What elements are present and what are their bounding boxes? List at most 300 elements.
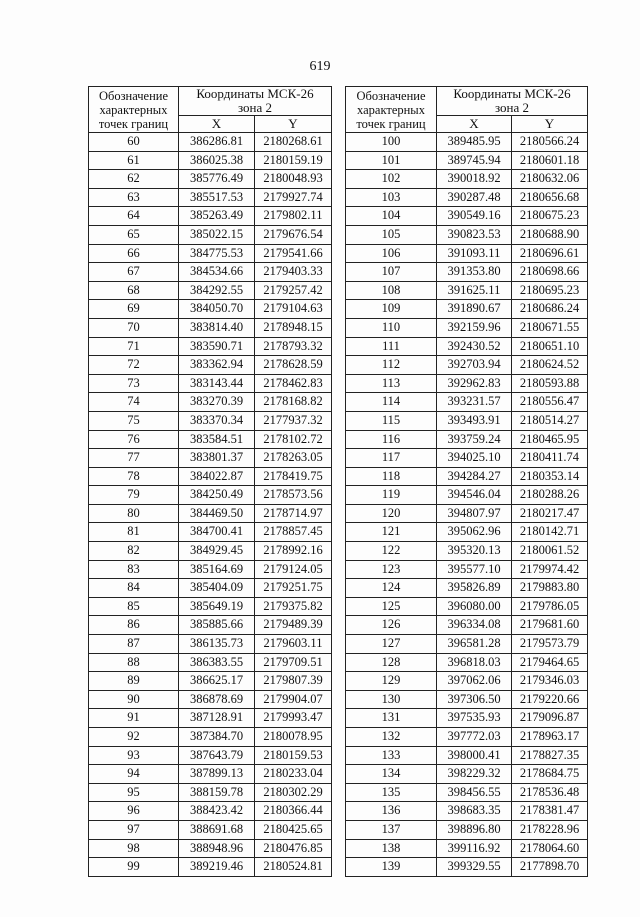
table-row xyxy=(346,430,588,449)
table-row xyxy=(346,542,588,561)
x-coordinate-cell: 394025.10 xyxy=(437,449,512,468)
table-row xyxy=(346,393,588,412)
point-number-cell: 80 xyxy=(89,504,179,523)
point-number-cell: 68 xyxy=(89,281,179,300)
point-number-cell: 122 xyxy=(346,542,437,561)
x-coordinate-cell: 383814.40 xyxy=(179,318,255,337)
x-coordinate-cell: 383584.51 xyxy=(179,430,255,449)
point-number-cell: 112 xyxy=(346,356,437,375)
point-number-cell: 105 xyxy=(346,225,437,244)
point-number-cell: 125 xyxy=(346,597,437,616)
header-label-line: точек границ xyxy=(356,116,426,131)
y-coordinate-cell: 2180698.66 xyxy=(512,263,588,282)
y-coordinate-cell: 2178857.45 xyxy=(255,523,332,542)
x-coordinate-cell: 385885.66 xyxy=(179,616,255,635)
table-row xyxy=(346,579,588,598)
x-coordinate-cell: 386135.73 xyxy=(179,635,255,654)
table-row xyxy=(346,802,588,821)
x-coordinate-cell: 385517.53 xyxy=(179,188,255,207)
table-row xyxy=(89,151,332,170)
coordinates-table-left xyxy=(88,86,332,877)
y-coordinate-cell: 2179807.39 xyxy=(255,672,332,691)
table-row xyxy=(89,839,332,858)
y-coordinate-cell: 2180686.24 xyxy=(512,300,588,319)
x-coordinate-cell: 396080.00 xyxy=(437,597,512,616)
table-row xyxy=(89,225,332,244)
x-coordinate-cell: 395320.13 xyxy=(437,542,512,561)
table-row xyxy=(89,765,332,784)
point-number-cell: 101 xyxy=(346,151,437,170)
point-number-cell: 114 xyxy=(346,393,437,412)
table-row xyxy=(89,728,332,747)
point-number-cell: 81 xyxy=(89,523,179,542)
y-coordinate-cell: 2180695.23 xyxy=(512,281,588,300)
x-coordinate-cell: 386878.69 xyxy=(179,690,255,709)
y-coordinate-cell: 2179709.51 xyxy=(255,653,332,672)
y-coordinate-cell: 2180593.88 xyxy=(512,374,588,393)
y-coordinate-cell: 2179257.42 xyxy=(255,281,332,300)
y-coordinate-cell: 2180465.95 xyxy=(512,430,588,449)
point-number-cell: 110 xyxy=(346,318,437,337)
point-number-cell: 96 xyxy=(89,802,179,821)
x-coordinate-cell: 398229.32 xyxy=(437,765,512,784)
x-coordinate-cell: 388423.42 xyxy=(179,802,255,821)
y-coordinate-cell: 2179403.33 xyxy=(255,263,332,282)
y-coordinate-cell: 2179904.07 xyxy=(255,690,332,709)
table-row xyxy=(346,597,588,616)
y-coordinate-cell: 2177898.70 xyxy=(512,858,588,877)
x-coordinate-cell: 397306.50 xyxy=(437,690,512,709)
point-number-cell: 75 xyxy=(89,411,179,430)
y-coordinate-cell: 2180675.23 xyxy=(512,207,588,226)
point-number-cell: 128 xyxy=(346,653,437,672)
point-number-cell: 77 xyxy=(89,449,179,468)
header-label-line: характерных xyxy=(357,102,425,117)
point-number-cell: 137 xyxy=(346,820,437,839)
header-coords-line: Координаты МСК-26 xyxy=(196,86,314,101)
x-coordinate-cell: 399116.92 xyxy=(437,839,512,858)
x-coordinate-cell: 383362.94 xyxy=(179,356,255,375)
table-row xyxy=(89,318,332,337)
x-coordinate-cell: 389485.95 xyxy=(437,133,512,152)
point-number-cell: 121 xyxy=(346,523,437,542)
x-coordinate-cell: 397062.06 xyxy=(437,672,512,691)
point-number-cell: 113 xyxy=(346,374,437,393)
table-row xyxy=(89,337,332,356)
y-coordinate-cell: 2178228.96 xyxy=(512,820,588,839)
table-row xyxy=(89,356,332,375)
y-coordinate-cell: 2180159.19 xyxy=(255,151,332,170)
x-coordinate-cell: 385649.19 xyxy=(179,597,255,616)
page-number: 619 xyxy=(309,59,331,74)
x-coordinate-cell: 385164.69 xyxy=(179,560,255,579)
table-row xyxy=(89,579,332,598)
point-number-cell: 123 xyxy=(346,560,437,579)
y-coordinate-cell: 2178102.72 xyxy=(255,430,332,449)
table-row xyxy=(89,449,332,468)
point-number-cell: 106 xyxy=(346,244,437,263)
point-number-cell: 99 xyxy=(89,858,179,877)
x-column-header: X xyxy=(437,116,512,133)
point-number-cell: 95 xyxy=(89,783,179,802)
x-coordinate-cell: 397772.03 xyxy=(437,728,512,747)
x-coordinate-cell: 396581.28 xyxy=(437,635,512,654)
x-coordinate-cell: 398896.80 xyxy=(437,820,512,839)
point-number-cell: 92 xyxy=(89,728,179,747)
point-number-cell: 117 xyxy=(346,449,437,468)
x-coordinate-cell: 384292.55 xyxy=(179,281,255,300)
y-coordinate-cell: 2179676.54 xyxy=(255,225,332,244)
y-coordinate-cell: 2180353.14 xyxy=(512,467,588,486)
table-row xyxy=(89,597,332,616)
x-coordinate-cell: 386625.17 xyxy=(179,672,255,691)
table-row xyxy=(346,300,588,319)
table-row xyxy=(346,225,588,244)
table-body-right xyxy=(346,133,588,877)
table-row xyxy=(346,783,588,802)
y-column-header: Y xyxy=(512,116,588,133)
x-coordinate-cell: 396334.08 xyxy=(437,616,512,635)
y-coordinate-cell: 2179489.39 xyxy=(255,616,332,635)
table-row xyxy=(89,188,332,207)
x-coordinate-cell: 387384.70 xyxy=(179,728,255,747)
y-coordinate-cell: 2178992.16 xyxy=(255,542,332,561)
y-coordinate-cell: 2180556.47 xyxy=(512,393,588,412)
x-coordinate-cell: 389745.94 xyxy=(437,151,512,170)
point-number-cell: 65 xyxy=(89,225,179,244)
x-coordinate-cell: 393493.91 xyxy=(437,411,512,430)
x-coordinate-cell: 386286.81 xyxy=(179,133,255,152)
table-row xyxy=(346,560,588,579)
table-row xyxy=(89,672,332,691)
y-coordinate-cell: 2178684.75 xyxy=(512,765,588,784)
y-coordinate-cell: 2178462.83 xyxy=(255,374,332,393)
point-number-cell: 134 xyxy=(346,765,437,784)
y-coordinate-cell: 2179124.05 xyxy=(255,560,332,579)
x-coordinate-cell: 392703.94 xyxy=(437,356,512,375)
y-coordinate-cell: 2180366.44 xyxy=(255,802,332,821)
point-number-cell: 63 xyxy=(89,188,179,207)
y-coordinate-cell: 2178536.48 xyxy=(512,783,588,802)
x-coordinate-cell: 395062.96 xyxy=(437,523,512,542)
table-row xyxy=(346,449,588,468)
point-number-cell: 78 xyxy=(89,467,179,486)
point-number-cell: 69 xyxy=(89,300,179,319)
y-coordinate-cell: 2178573.56 xyxy=(255,486,332,505)
x-coordinate-cell: 389219.46 xyxy=(179,858,255,877)
x-coordinate-cell: 391353.80 xyxy=(437,263,512,282)
point-number-cell: 70 xyxy=(89,318,179,337)
y-coordinate-cell: 2179541.66 xyxy=(255,244,332,263)
x-coordinate-cell: 383143.44 xyxy=(179,374,255,393)
table-row xyxy=(346,690,588,709)
table-row xyxy=(346,486,588,505)
point-label-header xyxy=(89,87,179,133)
x-coordinate-cell: 386383.55 xyxy=(179,653,255,672)
y-coordinate-cell: 2179786.05 xyxy=(512,597,588,616)
x-coordinate-cell: 387128.91 xyxy=(179,709,255,728)
y-coordinate-cell: 2178963.17 xyxy=(512,728,588,747)
table-row xyxy=(346,635,588,654)
point-number-cell: 74 xyxy=(89,393,179,412)
y-coordinate-cell: 2180048.93 xyxy=(255,170,332,189)
point-number-cell: 67 xyxy=(89,263,179,282)
table-row xyxy=(89,244,332,263)
x-coordinate-cell: 398456.55 xyxy=(437,783,512,802)
x-coordinate-cell: 384022.87 xyxy=(179,467,255,486)
table-row xyxy=(346,356,588,375)
x-coordinate-cell: 390018.92 xyxy=(437,170,512,189)
x-coordinate-cell: 388691.68 xyxy=(179,820,255,839)
y-coordinate-cell: 2180601.18 xyxy=(512,151,588,170)
x-coordinate-cell: 387899.13 xyxy=(179,765,255,784)
table-row xyxy=(89,504,332,523)
x-coordinate-cell: 384250.49 xyxy=(179,486,255,505)
point-number-cell: 83 xyxy=(89,560,179,579)
table-row xyxy=(89,635,332,654)
point-number-cell: 91 xyxy=(89,709,179,728)
table-row xyxy=(89,709,332,728)
table-row xyxy=(89,430,332,449)
table-row xyxy=(89,300,332,319)
y-coordinate-cell: 2179883.80 xyxy=(512,579,588,598)
x-coordinate-cell: 384534.66 xyxy=(179,263,255,282)
table-row xyxy=(346,820,588,839)
table-row xyxy=(89,690,332,709)
y-coordinate-cell: 2179104.63 xyxy=(255,300,332,319)
table-row xyxy=(346,467,588,486)
table-row xyxy=(346,337,588,356)
table-row xyxy=(346,133,588,152)
table-row xyxy=(346,188,588,207)
x-coordinate-cell: 394807.97 xyxy=(437,504,512,523)
y-coordinate-cell: 2180624.52 xyxy=(512,356,588,375)
point-number-cell: 116 xyxy=(346,430,437,449)
y-coordinate-cell: 2180671.55 xyxy=(512,318,588,337)
table-row xyxy=(89,281,332,300)
x-coordinate-cell: 384929.45 xyxy=(179,542,255,561)
x-coordinate-cell: 396818.03 xyxy=(437,653,512,672)
point-number-cell: 102 xyxy=(346,170,437,189)
y-coordinate-cell: 2179603.11 xyxy=(255,635,332,654)
table-row xyxy=(89,858,332,877)
table-row xyxy=(89,802,332,821)
coordinates-header xyxy=(437,87,588,116)
point-number-cell: 108 xyxy=(346,281,437,300)
y-coordinate-cell: 2180425.65 xyxy=(255,820,332,839)
table-row xyxy=(346,839,588,858)
point-number-cell: 62 xyxy=(89,170,179,189)
y-coordinate-cell: 2178628.59 xyxy=(255,356,332,375)
point-number-cell: 136 xyxy=(346,802,437,821)
point-number-cell: 76 xyxy=(89,430,179,449)
y-coordinate-cell: 2180688.90 xyxy=(512,225,588,244)
table-row xyxy=(346,523,588,542)
y-coordinate-cell: 2179220.66 xyxy=(512,690,588,709)
table-row xyxy=(346,765,588,784)
y-coordinate-cell: 2180476.85 xyxy=(255,839,332,858)
x-coordinate-cell: 384050.70 xyxy=(179,300,255,319)
header-label-line: точек границ xyxy=(98,116,169,131)
y-coordinate-cell: 2179927.74 xyxy=(255,188,332,207)
point-number-cell: 94 xyxy=(89,765,179,784)
point-number-cell: 103 xyxy=(346,188,437,207)
x-coordinate-cell: 383801.37 xyxy=(179,449,255,468)
y-coordinate-cell: 2177937.32 xyxy=(255,411,332,430)
y-coordinate-cell: 2179993.47 xyxy=(255,709,332,728)
y-coordinate-cell: 2180159.53 xyxy=(255,746,332,765)
y-coordinate-cell: 2180656.68 xyxy=(512,188,588,207)
point-number-cell: 73 xyxy=(89,374,179,393)
table-row xyxy=(89,783,332,802)
x-coordinate-cell: 395826.89 xyxy=(437,579,512,598)
y-coordinate-cell: 2180302.29 xyxy=(255,783,332,802)
x-coordinate-cell: 395577.10 xyxy=(437,560,512,579)
x-coordinate-cell: 384775.53 xyxy=(179,244,255,263)
y-coordinate-cell: 2178263.05 xyxy=(255,449,332,468)
x-coordinate-cell: 390549.16 xyxy=(437,207,512,226)
point-number-cell: 61 xyxy=(89,151,179,170)
table-row xyxy=(346,709,588,728)
y-coordinate-cell: 2180566.24 xyxy=(512,133,588,152)
point-number-cell: 97 xyxy=(89,820,179,839)
x-coordinate-cell: 388948.96 xyxy=(179,839,255,858)
x-coordinate-cell: 398000.41 xyxy=(437,746,512,765)
point-number-cell: 133 xyxy=(346,746,437,765)
table-row xyxy=(89,820,332,839)
point-number-cell: 88 xyxy=(89,653,179,672)
table-row xyxy=(89,616,332,635)
table-row xyxy=(346,170,588,189)
y-coordinate-cell: 2180514.27 xyxy=(512,411,588,430)
coordinates-header xyxy=(179,87,332,116)
point-number-cell: 131 xyxy=(346,709,437,728)
x-coordinate-cell: 383590.71 xyxy=(179,337,255,356)
y-coordinate-cell: 2178948.15 xyxy=(255,318,332,337)
x-coordinate-cell: 386025.38 xyxy=(179,151,255,170)
y-coordinate-cell: 2178381.47 xyxy=(512,802,588,821)
table-row xyxy=(346,616,588,635)
y-coordinate-cell: 2180651.10 xyxy=(512,337,588,356)
point-number-cell: 115 xyxy=(346,411,437,430)
table-row xyxy=(89,653,332,672)
x-coordinate-cell: 388159.78 xyxy=(179,783,255,802)
point-number-cell: 130 xyxy=(346,690,437,709)
point-number-cell: 98 xyxy=(89,839,179,858)
y-coordinate-cell: 2180268.61 xyxy=(255,133,332,152)
table-row xyxy=(346,151,588,170)
point-number-cell: 109 xyxy=(346,300,437,319)
point-number-cell: 132 xyxy=(346,728,437,747)
point-number-cell: 119 xyxy=(346,486,437,505)
y-coordinate-cell: 2178793.32 xyxy=(255,337,332,356)
table-row xyxy=(346,728,588,747)
point-number-cell: 127 xyxy=(346,635,437,654)
header-coords-line: зона 2 xyxy=(237,100,273,115)
x-coordinate-cell: 394284.27 xyxy=(437,467,512,486)
table-row xyxy=(89,523,332,542)
x-coordinate-cell: 397535.93 xyxy=(437,709,512,728)
point-number-cell: 64 xyxy=(89,207,179,226)
table-row xyxy=(89,411,332,430)
table-row xyxy=(346,281,588,300)
point-number-cell: 138 xyxy=(346,839,437,858)
point-number-cell: 135 xyxy=(346,783,437,802)
table-row xyxy=(89,263,332,282)
table-row xyxy=(89,746,332,765)
table-row xyxy=(346,672,588,691)
header-coords-line: зона 2 xyxy=(494,100,530,115)
y-coordinate-cell: 2180217.47 xyxy=(512,504,588,523)
table-row xyxy=(89,207,332,226)
point-number-cell: 118 xyxy=(346,467,437,486)
y-coordinate-cell: 2180411.74 xyxy=(512,449,588,468)
y-column-header: Y xyxy=(255,116,332,133)
x-coordinate-cell: 385022.15 xyxy=(179,225,255,244)
y-coordinate-cell: 2179974.42 xyxy=(512,560,588,579)
x-coordinate-cell: 383270.39 xyxy=(179,393,255,412)
x-coordinate-cell: 398683.35 xyxy=(437,802,512,821)
table-row xyxy=(346,746,588,765)
point-number-cell: 139 xyxy=(346,858,437,877)
x-coordinate-cell: 393759.24 xyxy=(437,430,512,449)
point-number-cell: 126 xyxy=(346,616,437,635)
point-number-cell: 71 xyxy=(89,337,179,356)
x-coordinate-cell: 392159.96 xyxy=(437,318,512,337)
y-coordinate-cell: 2179096.87 xyxy=(512,709,588,728)
y-coordinate-cell: 2180142.71 xyxy=(512,523,588,542)
x-coordinate-cell: 383370.34 xyxy=(179,411,255,430)
x-coordinate-cell: 384469.50 xyxy=(179,504,255,523)
table-row xyxy=(346,504,588,523)
y-coordinate-cell: 2179464.65 xyxy=(512,653,588,672)
table-row xyxy=(89,542,332,561)
point-number-cell: 111 xyxy=(346,337,437,356)
x-coordinate-cell: 393231.57 xyxy=(437,393,512,412)
point-number-cell: 107 xyxy=(346,263,437,282)
point-number-cell: 85 xyxy=(89,597,179,616)
table-row xyxy=(89,393,332,412)
table-row xyxy=(89,170,332,189)
point-number-cell: 104 xyxy=(346,207,437,226)
x-coordinate-cell: 391093.11 xyxy=(437,244,512,263)
point-number-cell: 66 xyxy=(89,244,179,263)
x-coordinate-cell: 391890.67 xyxy=(437,300,512,319)
y-coordinate-cell: 2178064.60 xyxy=(512,839,588,858)
y-coordinate-cell: 2179346.03 xyxy=(512,672,588,691)
x-coordinate-cell: 385263.49 xyxy=(179,207,255,226)
header-label-line: характерных xyxy=(99,102,168,117)
x-coordinate-cell: 385404.09 xyxy=(179,579,255,598)
point-number-cell: 100 xyxy=(346,133,437,152)
table-row xyxy=(346,263,588,282)
table-row xyxy=(89,374,332,393)
point-number-cell: 129 xyxy=(346,672,437,691)
point-label-header xyxy=(346,87,437,133)
y-coordinate-cell: 2180233.04 xyxy=(255,765,332,784)
y-coordinate-cell: 2180288.26 xyxy=(512,486,588,505)
table-row xyxy=(346,653,588,672)
point-number-cell: 90 xyxy=(89,690,179,709)
point-number-cell: 86 xyxy=(89,616,179,635)
y-coordinate-cell: 2180524.81 xyxy=(255,858,332,877)
point-number-cell: 93 xyxy=(89,746,179,765)
y-coordinate-cell: 2179681.60 xyxy=(512,616,588,635)
point-number-cell: 89 xyxy=(89,672,179,691)
table-body-left xyxy=(89,133,332,877)
x-coordinate-cell: 390287.48 xyxy=(437,188,512,207)
y-coordinate-cell: 2179251.75 xyxy=(255,579,332,598)
